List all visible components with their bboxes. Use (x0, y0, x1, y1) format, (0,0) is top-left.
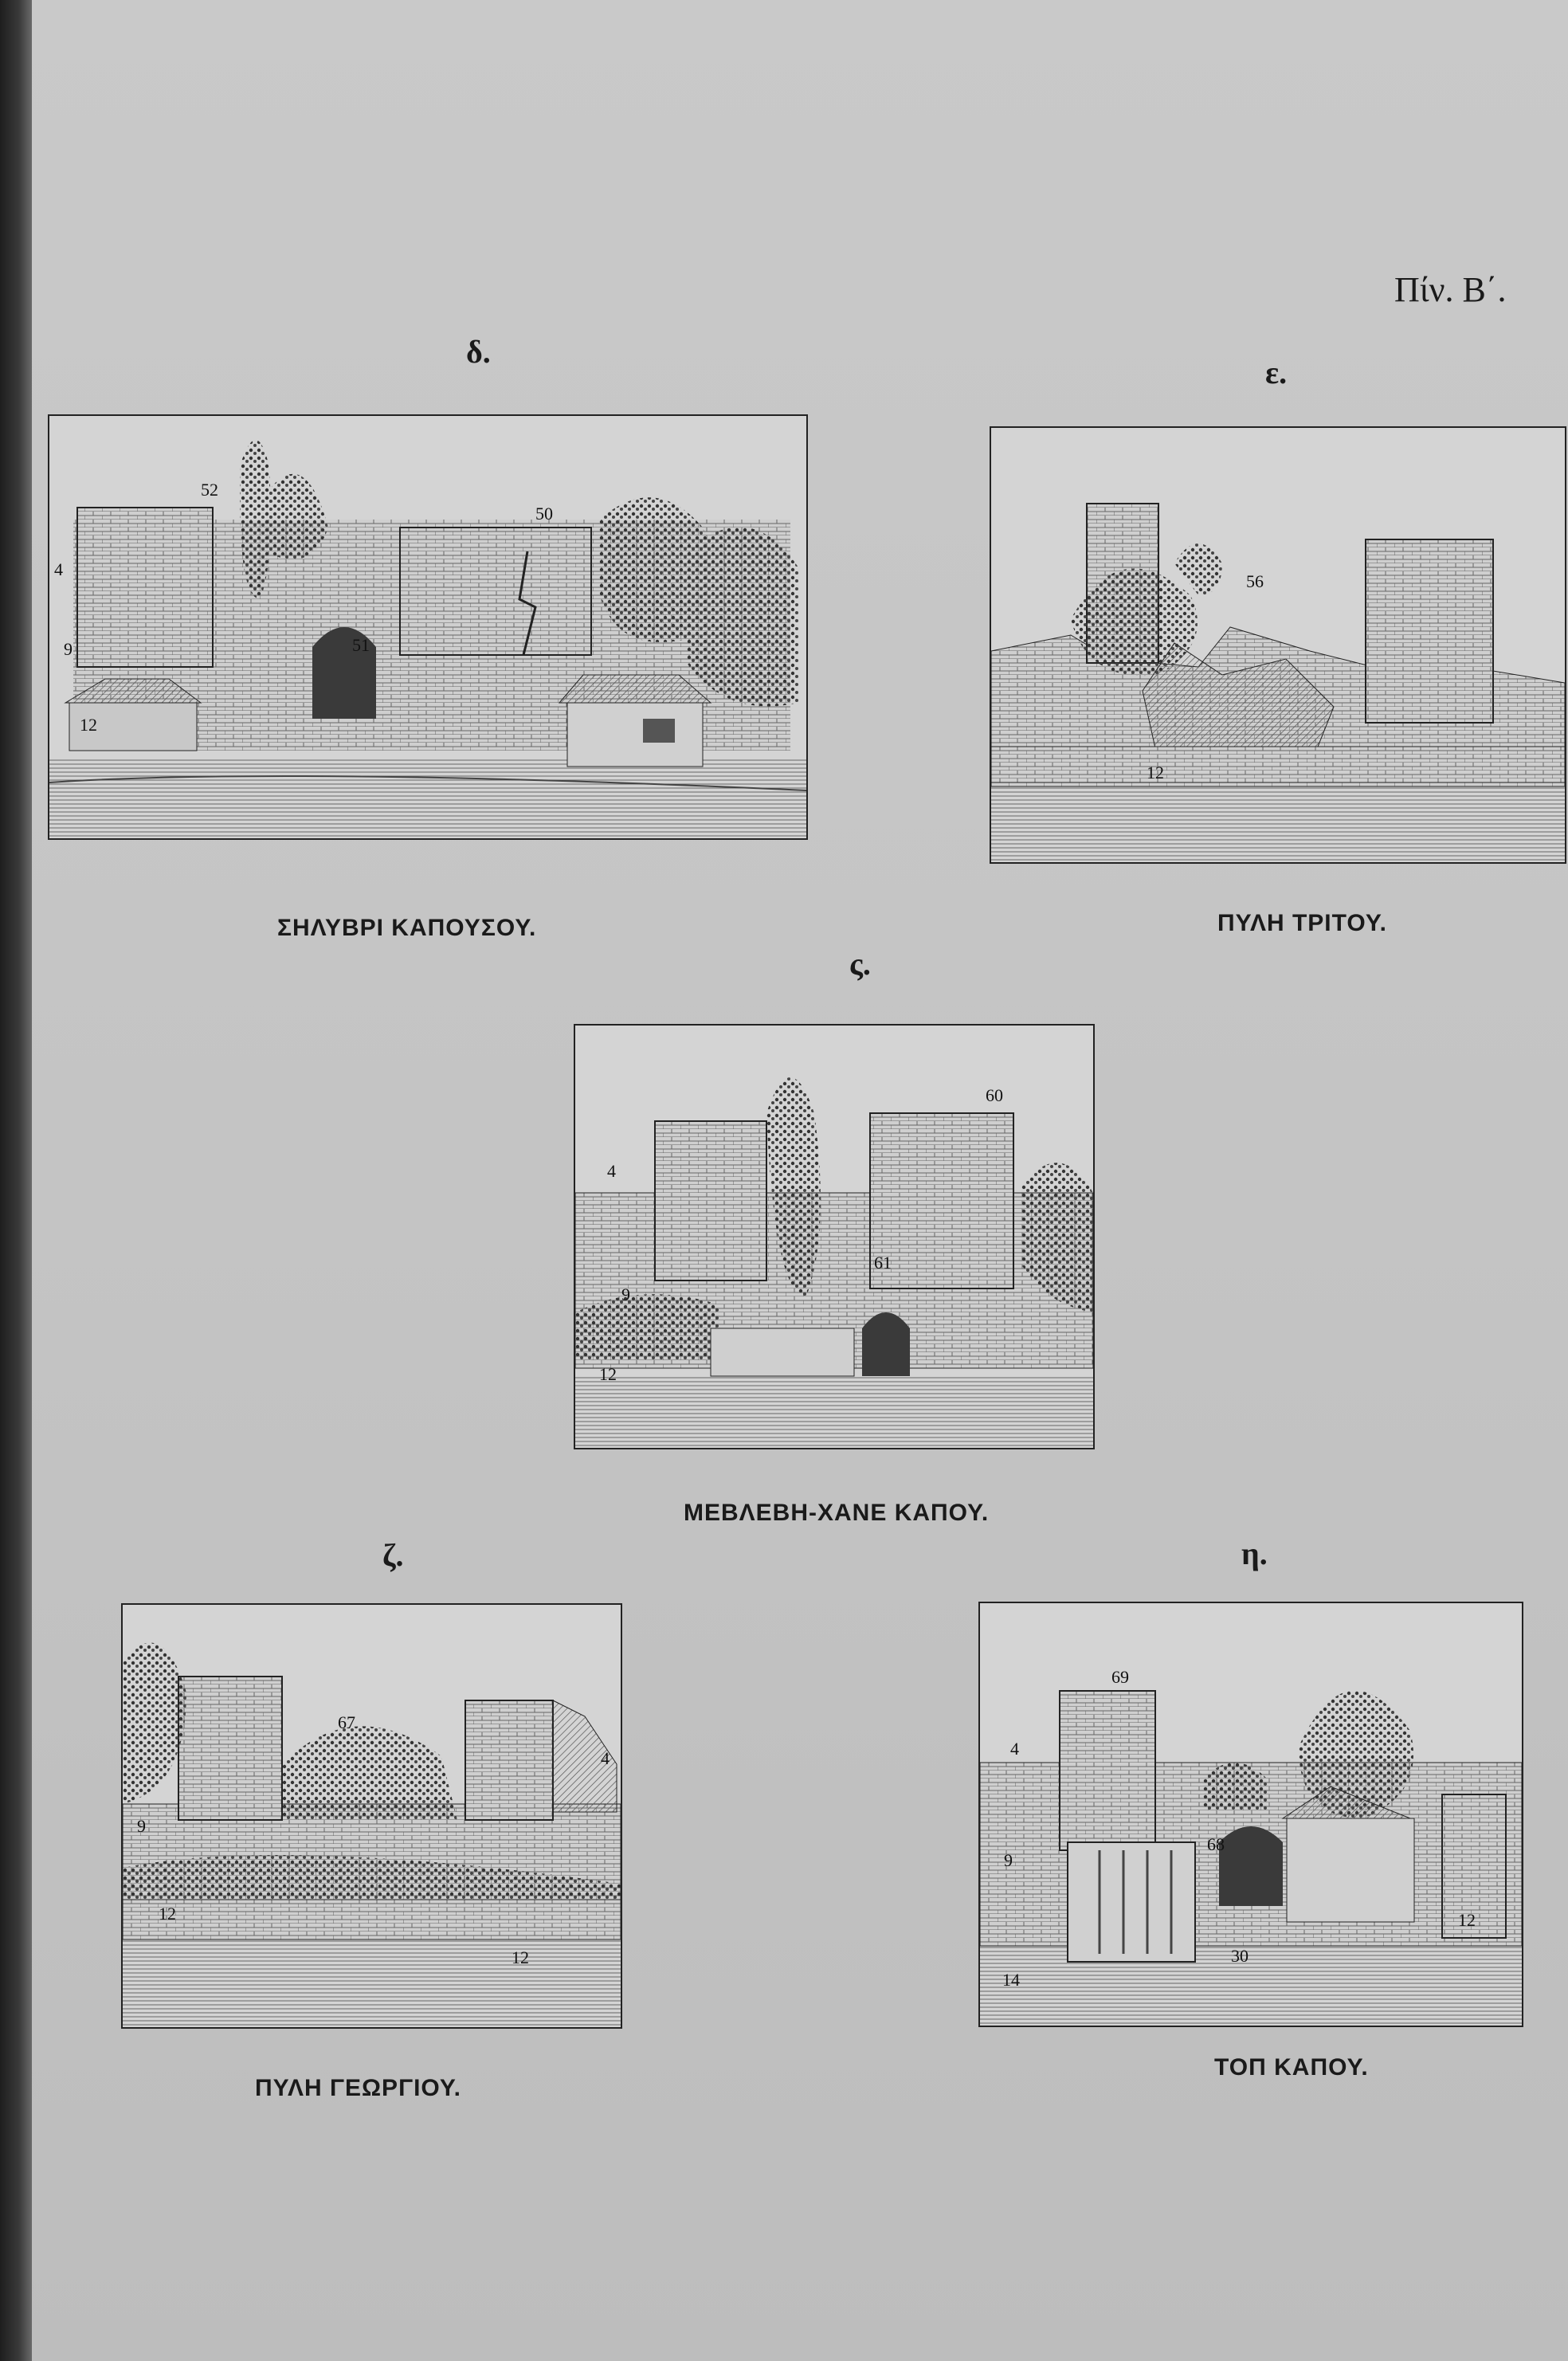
plate-page (32, 0, 1568, 2361)
engraving-top-kapi (980, 1603, 1522, 2026)
illustration-gate-of-georgios (121, 1603, 622, 2029)
number-label: 67 (338, 1712, 355, 1732)
number-label: 52 (201, 480, 218, 500)
illustration-top-kapi (978, 1602, 1523, 2027)
number-label: 61 (874, 1253, 892, 1273)
panel-letter-d: δ. (466, 334, 491, 370)
engraving-silivri-kapi (49, 416, 806, 838)
illustration-silivri-kapi (48, 414, 808, 840)
number-label: 51 (352, 635, 370, 655)
illustration-mevlevihane-kapi (574, 1024, 1095, 1449)
number-label: 68 (1207, 1834, 1225, 1854)
number-label: 12 (1458, 1910, 1476, 1930)
number-label: 9 (1004, 1850, 1013, 1870)
number-label: 50 (535, 504, 553, 524)
caption-top-kapi: ΤΟΠ ΚΑΠΟΥ. (1214, 2054, 1369, 2081)
number-label: 9 (621, 1284, 630, 1304)
number-label: 14 (1002, 1970, 1020, 1990)
book-binding-edge (0, 0, 32, 2361)
number-label: 60 (986, 1085, 1003, 1105)
caption-silivri-kapi: ΣΗΛΥΒΡΙ ΚΑΠΟΥΣΟΥ. (277, 915, 537, 941)
number-label: 4 (601, 1748, 610, 1768)
number-label: 12 (80, 715, 97, 735)
engraving-gate-of-tritos (991, 428, 1565, 862)
number-label: 30 (1231, 1946, 1249, 1966)
number-label: 12 (159, 1904, 176, 1924)
number-label: 4 (54, 559, 63, 579)
number-label: 4 (1010, 1739, 1019, 1759)
panel-letter-eta: η. (1241, 1535, 1268, 1571)
engraving-gate-of-georgios (123, 1605, 621, 2027)
number-label: 9 (64, 639, 73, 659)
number-label: 9 (137, 1816, 146, 1836)
illustration-gate-of-tritos (990, 426, 1566, 864)
caption-mevlevihane-kapi: ΜΕΒΛΕΒΗ-ΧΑΝΕ ΚΑΠΟΥ. (684, 1500, 990, 1526)
caption-gate-of-tritos: ΠΥΛΗ ΤΡΙΤΟΥ. (1217, 910, 1387, 936)
caption-gate-of-georgios: ΠΥΛΗ ΓΕΩΡΓΙΟΥ. (255, 2075, 461, 2101)
number-label: 12 (599, 1364, 617, 1384)
plate-label: Πίν. Β΄. (1394, 270, 1507, 309)
panel-letter-z: ζ. (382, 1537, 404, 1573)
number-label: 56 (1246, 571, 1264, 591)
panel-letter-stigma: ς. (849, 946, 871, 982)
number-label: 12 (512, 1947, 529, 1967)
number-label: 12 (1147, 763, 1164, 782)
number-label: 4 (607, 1161, 616, 1181)
engraving-mevlevihane-kapi (575, 1026, 1093, 1448)
number-label: 69 (1111, 1667, 1129, 1687)
panel-letter-e: ε. (1265, 355, 1288, 390)
